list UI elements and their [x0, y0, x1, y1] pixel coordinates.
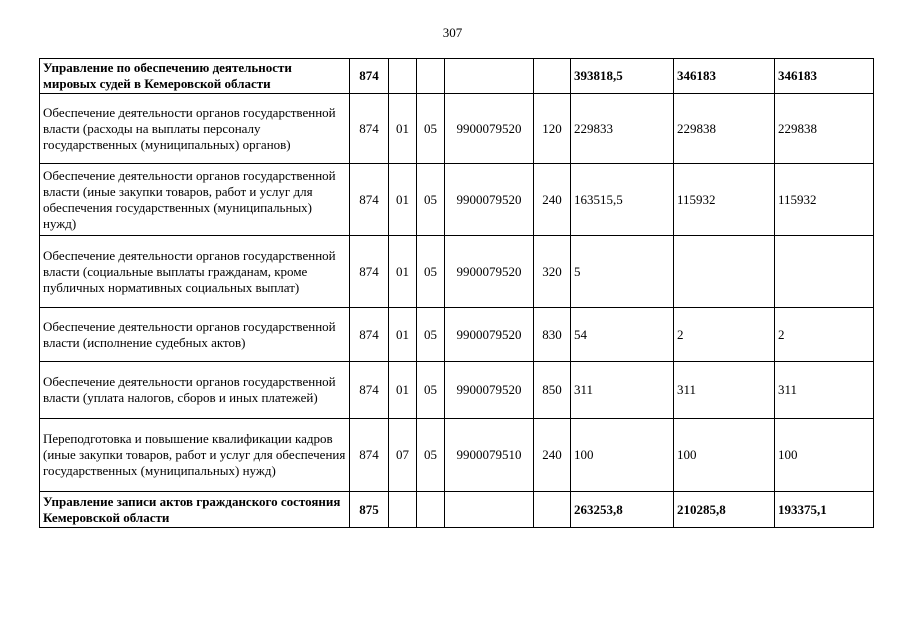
- subsection-code-cell: 05: [417, 164, 445, 236]
- ministry-code-cell: 874: [350, 59, 389, 94]
- expense-type-cell: 850: [534, 362, 571, 419]
- table-row: [40, 419, 874, 492]
- table-row: [40, 94, 874, 164]
- table-row: [40, 59, 874, 94]
- ministry-code-cell: 874: [350, 308, 389, 362]
- subsection-code-cell: [417, 492, 445, 528]
- section-code-cell: 01: [389, 308, 417, 362]
- amount-year3-cell: 346183: [775, 59, 874, 94]
- amount-year2-cell: 2: [674, 308, 775, 362]
- target-article-cell: 9900079510: [445, 419, 534, 492]
- expense-type-cell: 320: [534, 236, 571, 308]
- ministry-code-cell: 875: [350, 492, 389, 528]
- amount-year1-cell: 263253,8: [571, 492, 674, 528]
- subsection-code-cell: [417, 59, 445, 94]
- section-code-cell: [389, 59, 417, 94]
- amount-year1-cell: 54: [571, 308, 674, 362]
- amount-year1-cell: 229833: [571, 94, 674, 164]
- section-code-cell: [389, 492, 417, 528]
- amount-year3-cell: 2: [775, 308, 874, 362]
- amount-year2-cell: 210285,8: [674, 492, 775, 528]
- target-article-cell: 9900079520: [445, 164, 534, 236]
- expense-type-cell: [534, 492, 571, 528]
- amount-year3-cell: [775, 236, 874, 308]
- budget-table: [39, 58, 874, 528]
- table-row: [40, 236, 874, 308]
- ministry-code-cell: 874: [350, 362, 389, 419]
- amount-year3-cell: 115932: [775, 164, 874, 236]
- expense-type-cell: 240: [534, 419, 571, 492]
- row-name-cell: Обеспечение деятельности органов государственной власти (иные закупки товаров, работ и услуг для обеспечения государственных (муниципальных) нужд): [40, 164, 350, 236]
- section-code-cell: 01: [389, 236, 417, 308]
- ministry-code-cell: 874: [350, 419, 389, 492]
- row-name-cell: Обеспечение деятельности органов государственной власти (социальные выплаты гражданам, кроме публичных нормативных социальных выплат): [40, 236, 350, 308]
- amount-year3-cell: 100: [775, 419, 874, 492]
- target-article-cell: 9900079520: [445, 94, 534, 164]
- amount-year1-cell: 393818,5: [571, 59, 674, 94]
- amount-year3-cell: 311: [775, 362, 874, 419]
- budget-table-body: [40, 59, 874, 528]
- row-name-cell: Переподготовка и повышение квалификации кадров (иные закупки товаров, работ и услуг для обеспечения государственных (муниципальных) нужд): [40, 419, 350, 492]
- table-row: [40, 164, 874, 236]
- amount-year1-cell: 100: [571, 419, 674, 492]
- subsection-code-cell: 05: [417, 308, 445, 362]
- section-code-cell: 01: [389, 164, 417, 236]
- section-code-cell: 01: [389, 94, 417, 164]
- ministry-code-cell: 874: [350, 164, 389, 236]
- expense-type-cell: 830: [534, 308, 571, 362]
- target-article-cell: [445, 492, 534, 528]
- row-name-cell: Обеспечение деятельности органов государственной власти (исполнение судебных актов): [40, 308, 350, 362]
- row-name-cell: Управление по обеспечению деятельности мировых судей в Кемеровской области: [40, 59, 350, 94]
- section-code-cell: 07: [389, 419, 417, 492]
- row-name-cell: Управление записи актов гражданского состояния Кемеровской области: [40, 492, 350, 528]
- amount-year1-cell: 163515,5: [571, 164, 674, 236]
- expense-type-cell: 240: [534, 164, 571, 236]
- page-number: 307: [442, 25, 463, 40]
- amount-year2-cell: 229838: [674, 94, 775, 164]
- subsection-code-cell: 05: [417, 419, 445, 492]
- ministry-code-cell: 874: [350, 236, 389, 308]
- amount-year2-cell: 100: [674, 419, 775, 492]
- table-row: [40, 362, 874, 419]
- target-article-cell: [445, 59, 534, 94]
- section-code-cell: 01: [389, 362, 417, 419]
- amount-year3-cell: 193375,1: [775, 492, 874, 528]
- target-article-cell: 9900079520: [445, 236, 534, 308]
- subsection-code-cell: 05: [417, 362, 445, 419]
- amount-year2-cell: [674, 236, 775, 308]
- amount-year2-cell: 346183: [674, 59, 775, 94]
- ministry-code-cell: 874: [350, 94, 389, 164]
- row-name-cell: Обеспечение деятельности органов государственной власти (расходы на выплаты персоналу государственных (муниципальных) органов): [40, 94, 350, 164]
- amount-year1-cell: 5: [571, 236, 674, 308]
- amount-year1-cell: 311: [571, 362, 674, 419]
- table-row: [40, 492, 874, 528]
- target-article-cell: 9900079520: [445, 308, 534, 362]
- amount-year2-cell: 311: [674, 362, 775, 419]
- amount-year2-cell: 115932: [674, 164, 775, 236]
- row-name-cell: Обеспечение деятельности органов государственной власти (уплата налогов, сборов и иных платежей): [40, 362, 350, 419]
- expense-type-cell: 120: [534, 94, 571, 164]
- table-row: [40, 308, 874, 362]
- subsection-code-cell: 05: [417, 94, 445, 164]
- subsection-code-cell: 05: [417, 236, 445, 308]
- target-article-cell: 9900079520: [445, 362, 534, 419]
- expense-type-cell: [534, 59, 571, 94]
- amount-year3-cell: 229838: [775, 94, 874, 164]
